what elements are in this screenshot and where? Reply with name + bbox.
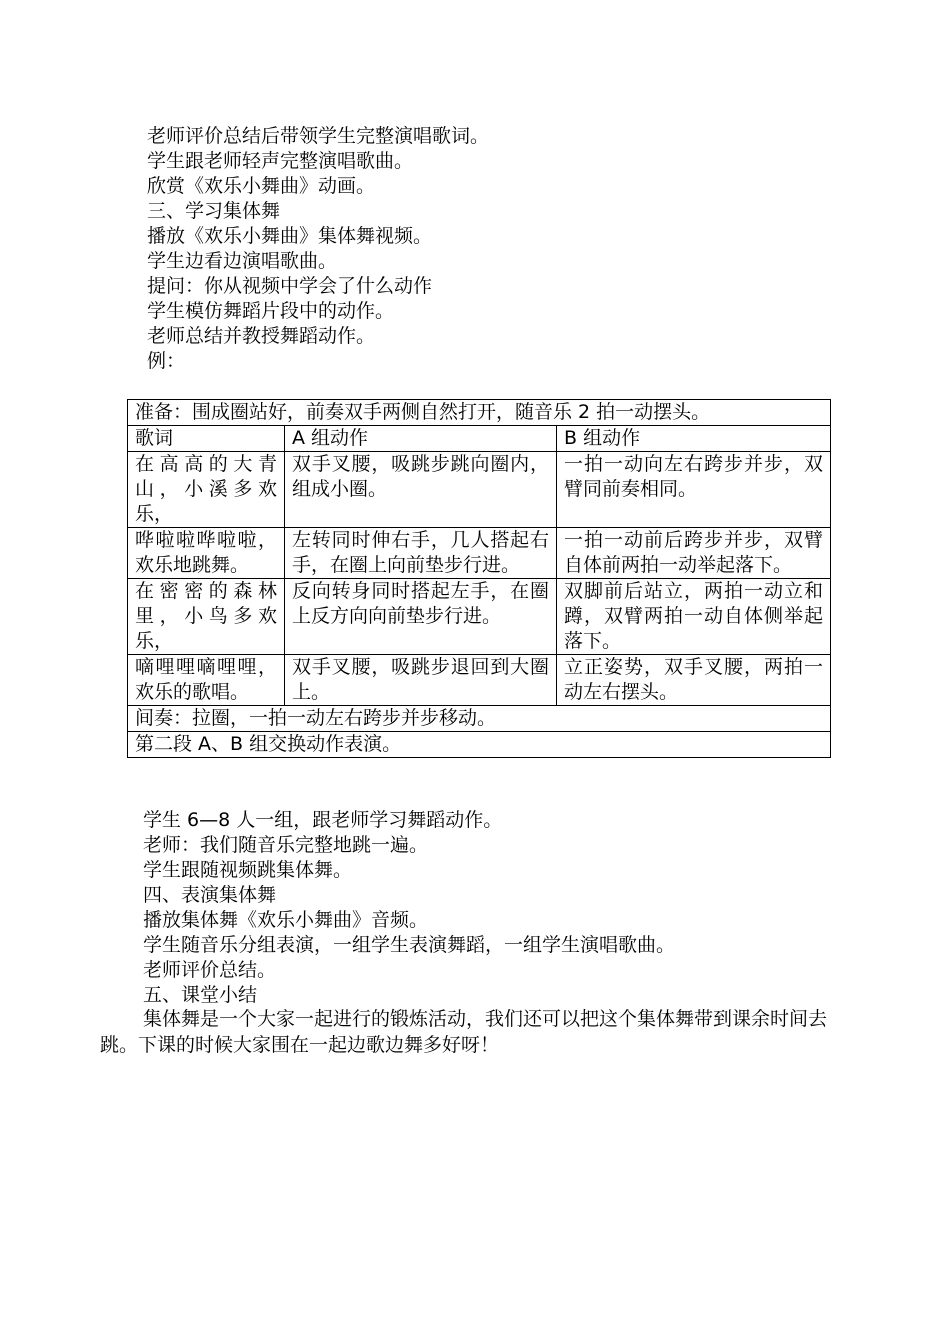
- header-lyrics: 歌词: [128, 426, 285, 452]
- header-group-b: B 组动作: [557, 426, 831, 452]
- dance-table: [127, 399, 831, 758]
- lyrics-cell: 在密密的森林里，小鸟多欢乐，: [128, 579, 285, 655]
- outro-section: [143, 808, 863, 1008]
- table-row-interlude: [128, 706, 831, 732]
- section-heading: 五、课堂小结: [143, 984, 258, 1006]
- intro-section: [147, 124, 867, 374]
- text-line: 学生跟随视频跳集体舞。: [143, 859, 353, 881]
- lyrics-cell: 嘀哩哩嘀哩哩，欢乐的歌唱。: [128, 655, 285, 706]
- group-b-cell: 立正姿势，双手叉腰，两拍一动左右摆头。: [557, 655, 831, 706]
- table-row: [128, 655, 831, 706]
- lyrics-cell: 哗啦啦哗啦啦，欢乐地跳舞。: [128, 528, 285, 579]
- table-header-row: [128, 426, 831, 452]
- group-a-cell: 双手叉腰，吸跳步退回到大圈上。: [285, 655, 557, 706]
- table-row: [128, 528, 831, 579]
- group-b-cell: 双脚前后站立，两拍一动立和蹲，双臂两拍一动自体侧举起落下。: [557, 579, 831, 655]
- text-line: 学生跟老师轻声完整演唱歌曲。: [147, 150, 414, 172]
- section-heading: 四、表演集体舞: [143, 884, 277, 906]
- group-a-cell: 反向转身同时搭起左手，在圈上反方向向前垫步行进。: [285, 579, 557, 655]
- text-line: 学生边看边演唱歌曲。: [147, 250, 338, 272]
- closing-paragraph: 集体舞是一个大家一起进行的锻炼活动，我们还可以把这个集体舞带到课余时间去跳。下课的时候大家围在一起边歌边舞多好呀！: [100, 1008, 828, 1056]
- header-group-a: A 组动作: [285, 426, 557, 452]
- interlude-cell: 间奏：拉圈，一拍一动左右跨步并步移动。: [128, 706, 831, 732]
- text-line: 提问：你从视频中学会了什么动作: [147, 275, 433, 297]
- second-section-cell: 第二段 A、B 组交换动作表演。: [128, 732, 831, 758]
- prep-cell: 准备：围成圈站好，前奏双手两侧自然打开，随音乐 2 拍一动摆头。: [128, 400, 831, 426]
- text-line: 例：: [147, 350, 186, 372]
- group-a-cell: 双手叉腰，吸跳步跳向圈内，组成小圈。: [285, 452, 557, 528]
- table-row-prep: [128, 400, 831, 426]
- table-row: [128, 579, 831, 655]
- text-line: 老师：我们随音乐完整地跳一遍。: [143, 834, 429, 856]
- group-b-cell: 一拍一动向左右跨步并步，双臂同前奏相同。: [557, 452, 831, 528]
- text-line: 播放集体舞《欢乐小舞曲》音频。: [143, 909, 429, 931]
- text-line: 老师总结并教授舞蹈动作。: [147, 325, 376, 347]
- group-a-cell: 左转同时伸右手，几人搭起右手，在圈上向前垫步行进。: [285, 528, 557, 579]
- table-row-second: [128, 732, 831, 758]
- text-line: 老师评价总结。: [143, 959, 277, 981]
- text-line: 学生模仿舞蹈片段中的动作。: [147, 300, 395, 322]
- text-line: 学生 6—8 人一组，跟老师学习舞蹈动作。: [143, 809, 503, 831]
- lyrics-cell: 在高高的大青山，小溪多欢乐，: [128, 452, 285, 528]
- text-line: 老师评价总结后带领学生完整演唱歌词。: [147, 125, 490, 147]
- table-row: [128, 452, 831, 528]
- text-line: 学生随音乐分组表演，一组学生表演舞蹈，一组学生演唱歌曲。: [143, 934, 676, 956]
- text-line: 播放《欢乐小舞曲》集体舞视频。: [147, 225, 433, 247]
- text-line: 欣赏《欢乐小舞曲》动画。: [147, 175, 376, 197]
- section-heading: 三、学习集体舞: [147, 200, 281, 222]
- group-b-cell: 一拍一动前后跨步并步，双臂自体前两拍一动举起落下。: [557, 528, 831, 579]
